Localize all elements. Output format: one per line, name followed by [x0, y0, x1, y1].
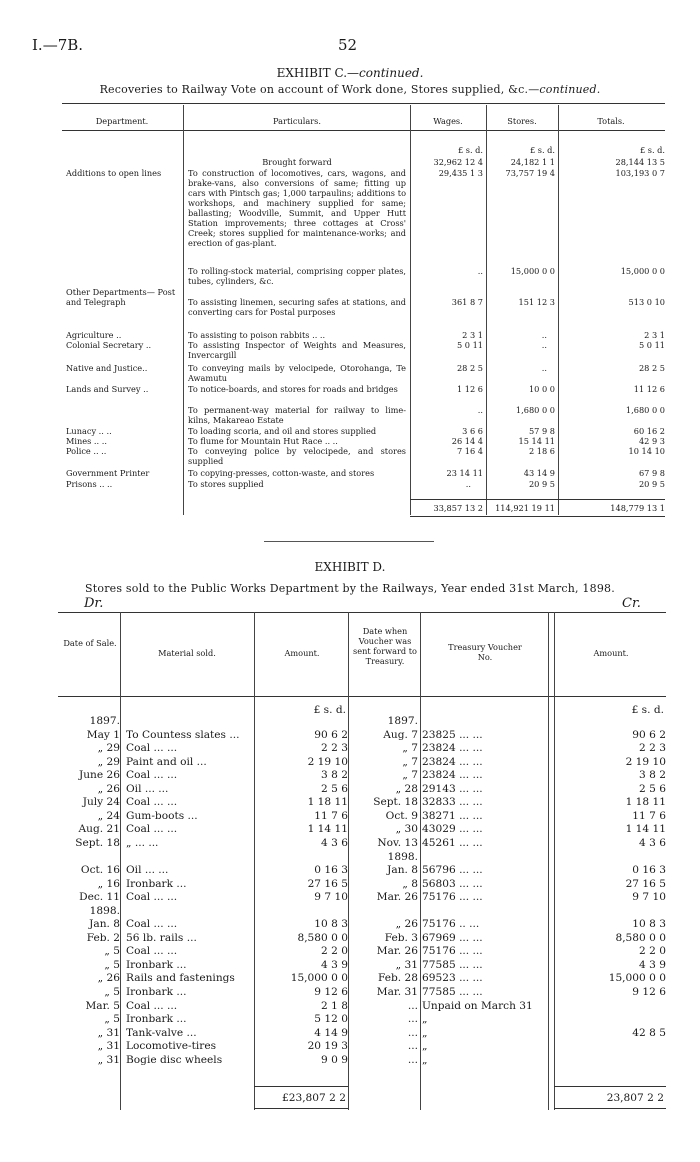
row-department: Agriculture .. — [66, 330, 122, 340]
row-material: Bogie disc wheels — [126, 1053, 223, 1066]
row-amount: 20 19 3 — [307, 1040, 348, 1053]
exhibit-d-title: EXHIBIT D. — [314, 560, 386, 574]
units-wages: £ s. d. — [457, 145, 483, 155]
debit-label: Dr. — [84, 596, 104, 611]
row-date: Aug. 21 — [78, 823, 120, 836]
row-amount: 1 18 11 — [307, 796, 348, 809]
row-amount2: 8,580 0 0 — [615, 931, 666, 944]
row-stores: 2 18 6 — [528, 446, 555, 456]
row-amount2: 1 18 11 — [625, 796, 666, 809]
row-particulars: To notice-boards, and stores for roads and bridges — [188, 384, 398, 394]
total-amount: £23,807 2 2 — [281, 1092, 346, 1104]
row-wages: 7 16 4 — [456, 446, 483, 456]
row-material: Coal ... ... — [126, 891, 178, 904]
col-header-amount2: Amount. — [593, 648, 629, 658]
row-voucher-date: „ 7 — [402, 755, 418, 768]
row-voucher-date: Jan. 8 — [387, 864, 418, 877]
row-voucher-date: Mar. 26 — [376, 891, 418, 904]
col-header-stores: Stores. — [507, 116, 537, 126]
col-header-totals: Totals. — [597, 116, 625, 126]
row-voucher-date: „ 7 — [402, 769, 418, 782]
row-material: Ironbark ... — [126, 958, 187, 971]
row-voucher-date: Aug. 7 — [383, 728, 418, 741]
row-date: „ 5 — [104, 1013, 120, 1026]
row-total: 5 0 11 — [638, 340, 665, 350]
exhibit-c-subtitle-cont: continued. — [539, 83, 601, 96]
row-date: „ 24 — [97, 809, 120, 822]
row-particulars: To stores supplied — [188, 479, 264, 489]
row-wages: 28 2 5 — [456, 363, 483, 373]
row-material: Paint and oil ... — [126, 755, 207, 768]
row-amount: 2 5 6 — [321, 782, 348, 795]
row-date: Oct. 16 — [80, 864, 120, 877]
row-date: „ 5 — [104, 945, 120, 958]
row-amount2: 4 3 9 — [639, 958, 666, 971]
units-stores: £ s. d. — [529, 145, 555, 155]
row-voucher-date: ... — [407, 1026, 418, 1039]
row-total: 2 3 1 — [644, 330, 665, 340]
row-total: 10 14 10 — [628, 446, 665, 456]
row-particulars: To loading scoria, and oil and stores supplied — [188, 426, 377, 436]
row-voucher-date: Sept. 18 — [373, 796, 418, 809]
row-stores: 24,182 1 1 — [510, 157, 555, 167]
row-department: Mines .. .. — [66, 436, 107, 446]
row-material: Coal ... ... — [126, 823, 178, 836]
row-wages: 29,435 1 3 — [438, 168, 483, 178]
row-voucher-no: 75176 ... ... — [422, 891, 483, 904]
row-stores: .. — [541, 363, 547, 373]
row-department: Prisons .. .. — [66, 479, 113, 489]
row-voucher-no: 69523 ... ... — [422, 972, 483, 985]
row-department: Lunacy .. .. — [66, 426, 112, 436]
row-amount2: 2 2 0 — [639, 945, 666, 958]
col-header-department: Department. — [95, 116, 149, 126]
row-amount2: 2 19 10 — [625, 755, 666, 768]
row-material: Coal ... ... — [126, 918, 178, 931]
row-amount: 11 7 6 — [314, 809, 348, 822]
row-voucher-no: 23824 ... ... — [422, 755, 483, 768]
row-wages: 361 8 7 — [451, 297, 483, 307]
exhibit-c-title-main: EXHIBIT C.— — [276, 66, 360, 80]
row-date: June 26 — [78, 769, 120, 782]
row-stores: .. — [541, 340, 547, 350]
total-stores: 114,921 19 11 — [495, 503, 555, 513]
row-material: Oil ... ... — [126, 782, 169, 795]
row-amount: 2 2 0 — [321, 945, 348, 958]
row-department: Additions to open lines — [66, 168, 162, 178]
row-total: 28,144 13 5 — [615, 157, 665, 167]
row-voucher-date: Nov. 13 — [377, 836, 418, 849]
row-material: Ironbark ... — [126, 877, 187, 890]
units-totals: £ s. d. — [639, 145, 665, 155]
row-amount2: 27 16 5 — [625, 877, 666, 890]
row-voucher-date: ... — [407, 1053, 418, 1066]
row-voucher-no: 77585 ... ... — [422, 958, 483, 971]
row-voucher-no: 32833 ... ... — [422, 796, 483, 809]
row-date: July 24 — [82, 796, 120, 809]
row-particulars: To assisting to poison rabbits .. .. — [188, 330, 326, 340]
row-amount: 2 2 3 — [321, 742, 348, 755]
row-date: 1897. — [89, 715, 120, 727]
row-material: Coal ... ... — [126, 796, 178, 809]
row-date: „ 31 — [97, 1053, 120, 1066]
row-stores: 20 9 5 — [528, 479, 555, 489]
row-date: „ 26 — [97, 782, 120, 795]
row-date: „ 29 — [97, 755, 120, 768]
row-amount: 9 7 10 — [314, 891, 348, 904]
row-voucher-no: „ — [422, 1053, 428, 1066]
row-stores: 73,757 19 4 — [505, 168, 555, 178]
row-voucher-no: 67969 ... ... — [422, 931, 483, 944]
row-voucher-no: 56803 ... ... — [422, 877, 483, 890]
row-voucher-date: Feb. 3 — [384, 931, 418, 944]
row-material: Ironbark ... — [126, 986, 187, 998]
row-voucher-date: Mar. 26 — [376, 945, 418, 958]
row-amount2: 9 7 10 — [632, 891, 666, 904]
row-voucher-date: Mar. 31 — [376, 986, 418, 998]
row-voucher-no: 23824 ... ... — [422, 742, 483, 755]
row-total: 60 16 2 — [633, 426, 665, 436]
units-amount2: £ s. d. — [631, 704, 664, 716]
row-stores: 43 14 9 — [523, 468, 555, 478]
row-voucher-date: ... — [407, 1040, 418, 1053]
row-total: 1,680 0 0 — [625, 405, 665, 415]
credit-label: Cr. — [622, 596, 641, 611]
row-material: Coal ... ... — [126, 742, 178, 755]
row-stores: 151 12 3 — [518, 297, 555, 307]
row-amount: 2 1 8 — [321, 999, 348, 1012]
row-date: „ 26 — [97, 972, 120, 985]
row-date: „ 16 — [97, 877, 120, 890]
row-department: Government Printer — [66, 468, 150, 478]
row-amount: 10 8 3 — [314, 918, 348, 931]
row-amount2: 90 6 2 — [632, 728, 666, 741]
row-voucher-no: 29143 ... ... — [422, 782, 483, 795]
row-particulars: To assisting linemen, securing safes at stations, and converting cars for Postal purposes — [188, 297, 406, 317]
row-wages: 1 12 6 — [456, 384, 483, 394]
row-voucher-no: 43029 ... ... — [422, 823, 483, 836]
exhibit-c-subtitle-main: Recoveries to Railway Vote on account of Work done, Stores supplied, &c.— — [99, 83, 540, 96]
row-amount: 3 8 2 — [321, 769, 348, 782]
row-wages: 3 6 6 — [462, 426, 483, 436]
row-total: 513 0 10 — [628, 297, 665, 307]
row-voucher-no: 75176 .. ... — [422, 918, 480, 931]
row-date: „ 5 — [104, 986, 120, 998]
row-material: Coal ... ... — [126, 999, 178, 1012]
row-amount2: 11 7 6 — [632, 809, 666, 822]
row-amount: 5 12 0 — [314, 1013, 348, 1026]
row-particulars: To rolling-stock material, comprising copper plates, tubes, cylinders, &c. — [188, 266, 406, 286]
row-amount: 4 3 6 — [321, 836, 348, 849]
row-stores: 1,680 0 0 — [515, 405, 555, 415]
row-voucher-date: „ 7 — [402, 742, 418, 755]
row-date: Mar. 5 — [85, 999, 120, 1012]
row-date: „ 29 — [97, 742, 120, 755]
col-header-voucher-date: Date when Voucher was sent forward to Treasury. — [353, 626, 417, 666]
row-particulars: To flume for Mountain Hut Race .. .. — [188, 436, 338, 446]
row-voucher-date: „ 31 — [395, 958, 418, 971]
row-material: Coal ... ... — [126, 945, 178, 958]
row-amount: 90 6 2 — [314, 728, 348, 741]
row-voucher-date: ... — [407, 1013, 418, 1026]
row-wages: .. — [465, 479, 471, 489]
row-amount: 0 16 3 — [314, 864, 348, 877]
col-header-voucher-no: Treasury Voucher No. — [448, 642, 522, 662]
row-amount2: 10 8 3 — [632, 918, 666, 931]
row-amount2: 9 12 6 — [632, 986, 666, 998]
page-reference: I.—7B. — [32, 36, 84, 54]
row-particulars: To construction of locomotives, cars, wagons, and brake-vans, also conversions of same; fitting up cars with Pintsch gas; 1,000 tarpaulins; additions to workshops, and machinery supplied for same; ballasting; Woodville, Summit, and Upper Hutt Station improvements; three cottages at Cross' Creek; stores supplied for maintenance-works; and erection of gas-plant. — [188, 168, 406, 248]
row-date: „ 31 — [97, 1040, 120, 1053]
row-total: 67 9 8 — [638, 468, 665, 478]
row-department: Other Departments— Post and Telegraph — [66, 287, 176, 307]
row-amount: 9 0 9 — [321, 1053, 348, 1066]
row-voucher-no: 38271 ... ... — [422, 809, 483, 822]
row-material: To Countess slates ... — [126, 728, 240, 741]
row-material: Rails and fastenings — [126, 972, 235, 985]
row-stores: 15 14 11 — [518, 436, 555, 446]
row-amount: 4 3 9 — [321, 958, 348, 971]
row-voucher-no: 75176 ... ... — [422, 945, 483, 958]
row-voucher-no: 23825 ... ... — [422, 728, 483, 741]
row-material: Oil ... ... — [126, 864, 169, 877]
row-stores: 15,000 0 0 — [510, 266, 555, 276]
row-material: „ ... ... — [126, 836, 159, 849]
row-total: 28 2 5 — [638, 363, 665, 373]
exhibit-d-subtitle: Stores sold to the Public Works Department by the Railways, Year ended 31st March, 1898. — [85, 582, 615, 595]
row-voucher-no: 77585 ... ... — [422, 986, 483, 998]
row-particulars: To copying-presses, cotton-waste, and stores — [188, 468, 375, 478]
page-number: 52 — [338, 36, 358, 54]
row-amount: 4 14 9 — [314, 1026, 348, 1039]
row-amount2: 42 8 5 — [632, 1026, 666, 1039]
row-amount2: 4 3 6 — [639, 836, 666, 849]
row-material: 56 lb. rails ... — [126, 931, 197, 944]
row-voucher-date: „ 28 — [395, 782, 418, 795]
row-particulars: To assisting Inspector of Weights and Measures, Invercargill — [188, 340, 406, 360]
row-particulars: To conveying police by velocipede, and stores supplied — [188, 446, 406, 466]
row-voucher-no: 23824 ... ... — [422, 769, 483, 782]
total-amount2: 23,807 2 2 — [606, 1092, 664, 1104]
row-voucher-no: „ — [422, 1040, 428, 1053]
row-wages: 32,962 12 4 — [433, 157, 483, 167]
row-voucher-date: „ 8 — [402, 877, 418, 890]
row-date: 1898. — [89, 904, 120, 917]
row-wages: 26 14 4 — [451, 436, 483, 446]
row-voucher-no: „ — [422, 1013, 428, 1026]
row-amount2: 1 14 11 — [625, 823, 666, 836]
row-wages: .. — [477, 405, 483, 415]
units-amount: £ s. d. — [313, 704, 346, 716]
col-header-amount: Amount. — [284, 648, 320, 658]
row-amount2: 0 16 3 — [632, 864, 666, 877]
row-wages: 5 0 11 — [456, 340, 483, 350]
row-amount2: 2 2 3 — [639, 742, 666, 755]
row-amount: 15,000 0 0 — [290, 972, 348, 985]
row-stores: .. — [541, 330, 547, 340]
row-date: „ 31 — [97, 1026, 120, 1039]
row-date: May 1 — [86, 728, 120, 741]
row-voucher-no: Unpaid on March 31 — [422, 999, 533, 1012]
row-particulars: To permanent-way material for railway to lime-kilns, Makareao Estate — [188, 405, 406, 425]
row-department: Colonial Secretary .. — [66, 340, 152, 350]
row-voucher-date: 1897. — [387, 715, 418, 727]
total-wages: 33,857 13 2 — [433, 503, 483, 513]
row-voucher-date: ... — [407, 999, 418, 1012]
row-department: Native and Justice.. — [66, 363, 148, 373]
row-date: Sept. 18 — [75, 836, 120, 849]
row-total: 11 12 6 — [633, 384, 665, 394]
row-department: Lands and Survey .. — [66, 384, 149, 394]
row-particulars: To conveying mails by velocipede, Otorohanga, Te Awamutu — [188, 363, 406, 383]
col-header-wages: Wages. — [433, 116, 463, 126]
col-header-date: Date of Sale. — [63, 638, 117, 648]
row-total: 15,000 0 0 — [620, 266, 665, 276]
row-voucher-date: Oct. 9 — [385, 809, 418, 822]
row-amount: 1 14 11 — [307, 823, 348, 836]
row-amount: 2 19 10 — [307, 755, 348, 768]
row-wages: 2 3 1 — [462, 330, 483, 340]
col-header-material: Material sold. — [158, 648, 216, 658]
row-material: Locomotive-tires — [126, 1040, 217, 1053]
col-header-particulars: Particulars. — [273, 116, 321, 126]
row-date: Jan. 8 — [89, 918, 120, 931]
row-total: 20 9 5 — [638, 479, 665, 489]
row-wages: .. — [477, 266, 483, 276]
row-material: Gum-boots ... — [126, 809, 198, 822]
row-stores: 57 9 8 — [528, 426, 555, 436]
row-total: 103,193 0 7 — [615, 168, 665, 178]
row-stores: 10 0 0 — [528, 384, 555, 394]
row-voucher-no: 45261 ... ... — [422, 836, 483, 849]
row-particulars: Brought forward — [262, 157, 332, 167]
row-material: Coal ... ... — [126, 769, 178, 782]
row-voucher-date: Feb. 28 — [377, 972, 418, 985]
row-amount2: 2 5 6 — [639, 782, 666, 795]
row-date: Dec. 11 — [79, 891, 120, 904]
row-wages: 23 14 11 — [446, 468, 483, 478]
row-amount: 27 16 5 — [307, 877, 348, 890]
row-voucher-date: „ 30 — [395, 823, 418, 836]
row-amount2: 3 8 2 — [639, 769, 666, 782]
row-amount2: 15,000 0 0 — [608, 972, 666, 985]
row-voucher-date: 1898. — [387, 850, 418, 863]
row-material: Ironbark ... — [126, 1013, 187, 1026]
exhibit-c-title-cont: continued. — [359, 66, 424, 80]
row-voucher-no: 56796 ... ... — [422, 864, 483, 877]
row-department: Police .. .. — [66, 446, 107, 456]
row-amount: 9 12 6 — [314, 986, 348, 998]
total-totals: 148,779 13 1 — [610, 503, 665, 513]
row-date: Feb. 2 — [86, 931, 120, 944]
row-voucher-no: „ — [422, 1026, 428, 1039]
row-voucher-date: „ 26 — [395, 918, 418, 931]
row-date: „ 5 — [104, 958, 120, 971]
row-total: 42 9 3 — [638, 436, 665, 446]
row-amount: 8,580 0 0 — [297, 931, 348, 944]
row-material: Tank-valve ... — [126, 1026, 197, 1039]
